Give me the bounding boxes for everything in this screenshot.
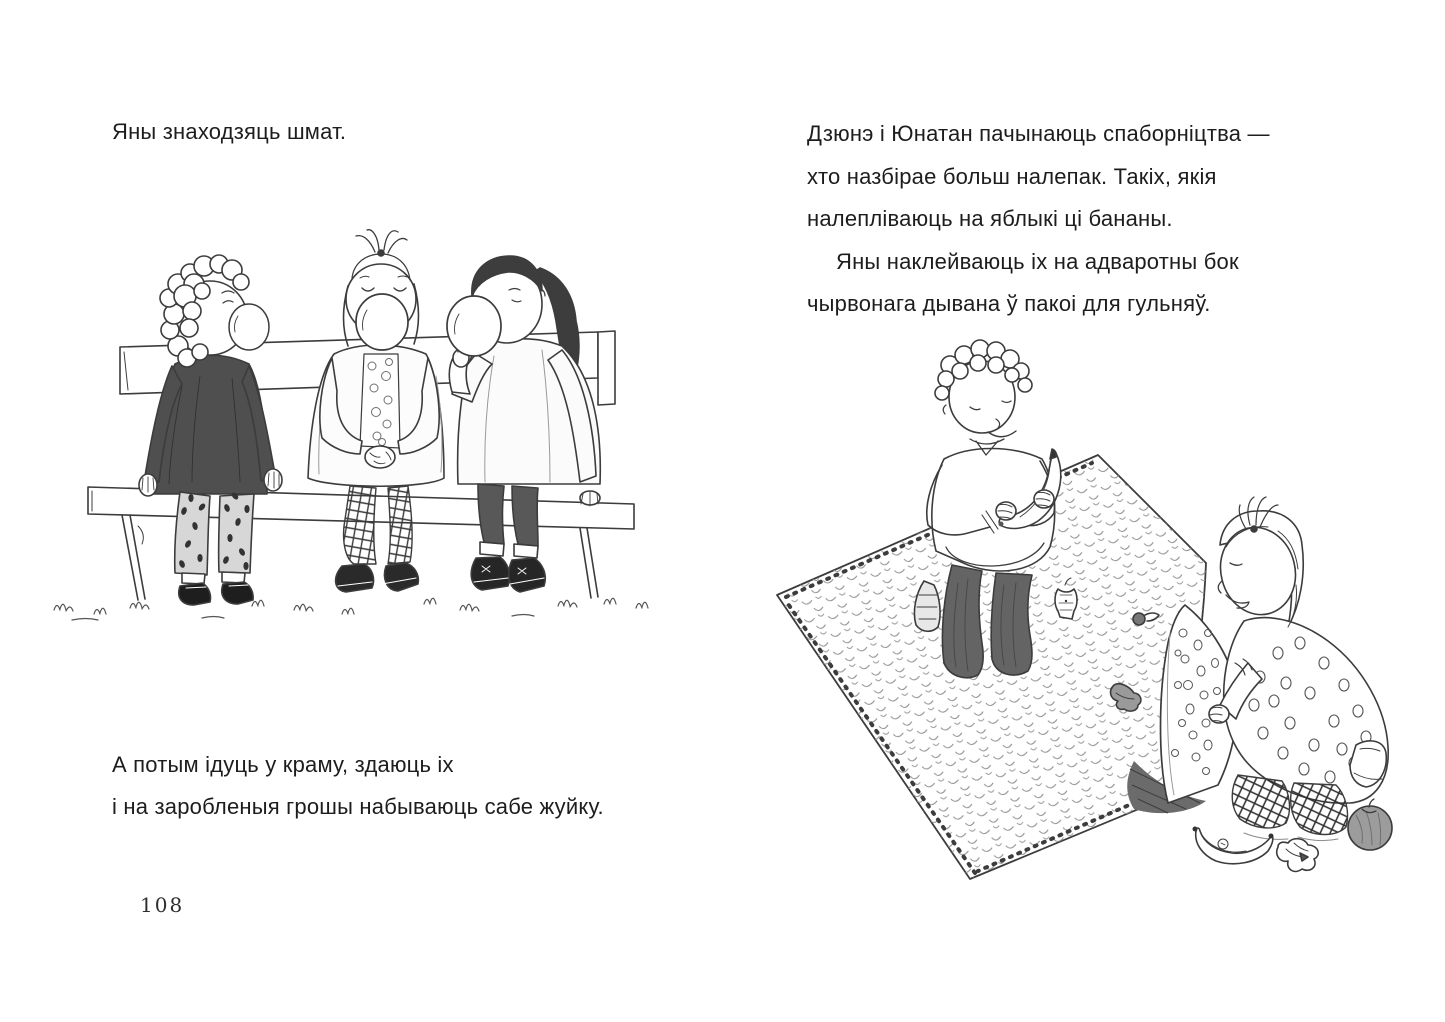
grass-tufts	[54, 598, 648, 620]
child-ponytail	[447, 256, 600, 592]
page-number: 108	[140, 893, 185, 917]
right-page-para1-line-3: налепліваюць на яблыкі ці бананы.	[807, 206, 1173, 231]
left-page-outro-line-1: А потым ідуць у краму, здаюць іх	[112, 752, 454, 777]
right-page-para2-line-1: Яны наклейваюць іх на адваротны бок	[836, 249, 1239, 274]
child-topknot	[308, 230, 444, 592]
left-page-outro-line-2: і на заробленыя грошы набываюць сабе жуйку.	[112, 794, 604, 819]
child-curly-hair	[139, 255, 282, 605]
banana-on-floor	[1193, 827, 1274, 864]
girl-lifting-rug	[1209, 497, 1388, 841]
left-page-intro-text: Яны знаходзяць шмат.	[112, 119, 347, 144]
right-page-para1-line-2: хто назбірае больш налепак. Такіх, якія	[807, 164, 1217, 189]
bench-illustration	[42, 226, 652, 651]
apple-on-floor	[1348, 799, 1392, 850]
rug-illustration	[738, 333, 1428, 963]
banana-peel-on-floor	[1277, 839, 1319, 872]
right-page-para2-line-2: чырвонага дывана ў пакоі для гульняў.	[807, 291, 1211, 316]
right-page-para1-line-1: Дзюнэ і Юнатан пачынаюць спаборніцтва —	[807, 121, 1270, 146]
